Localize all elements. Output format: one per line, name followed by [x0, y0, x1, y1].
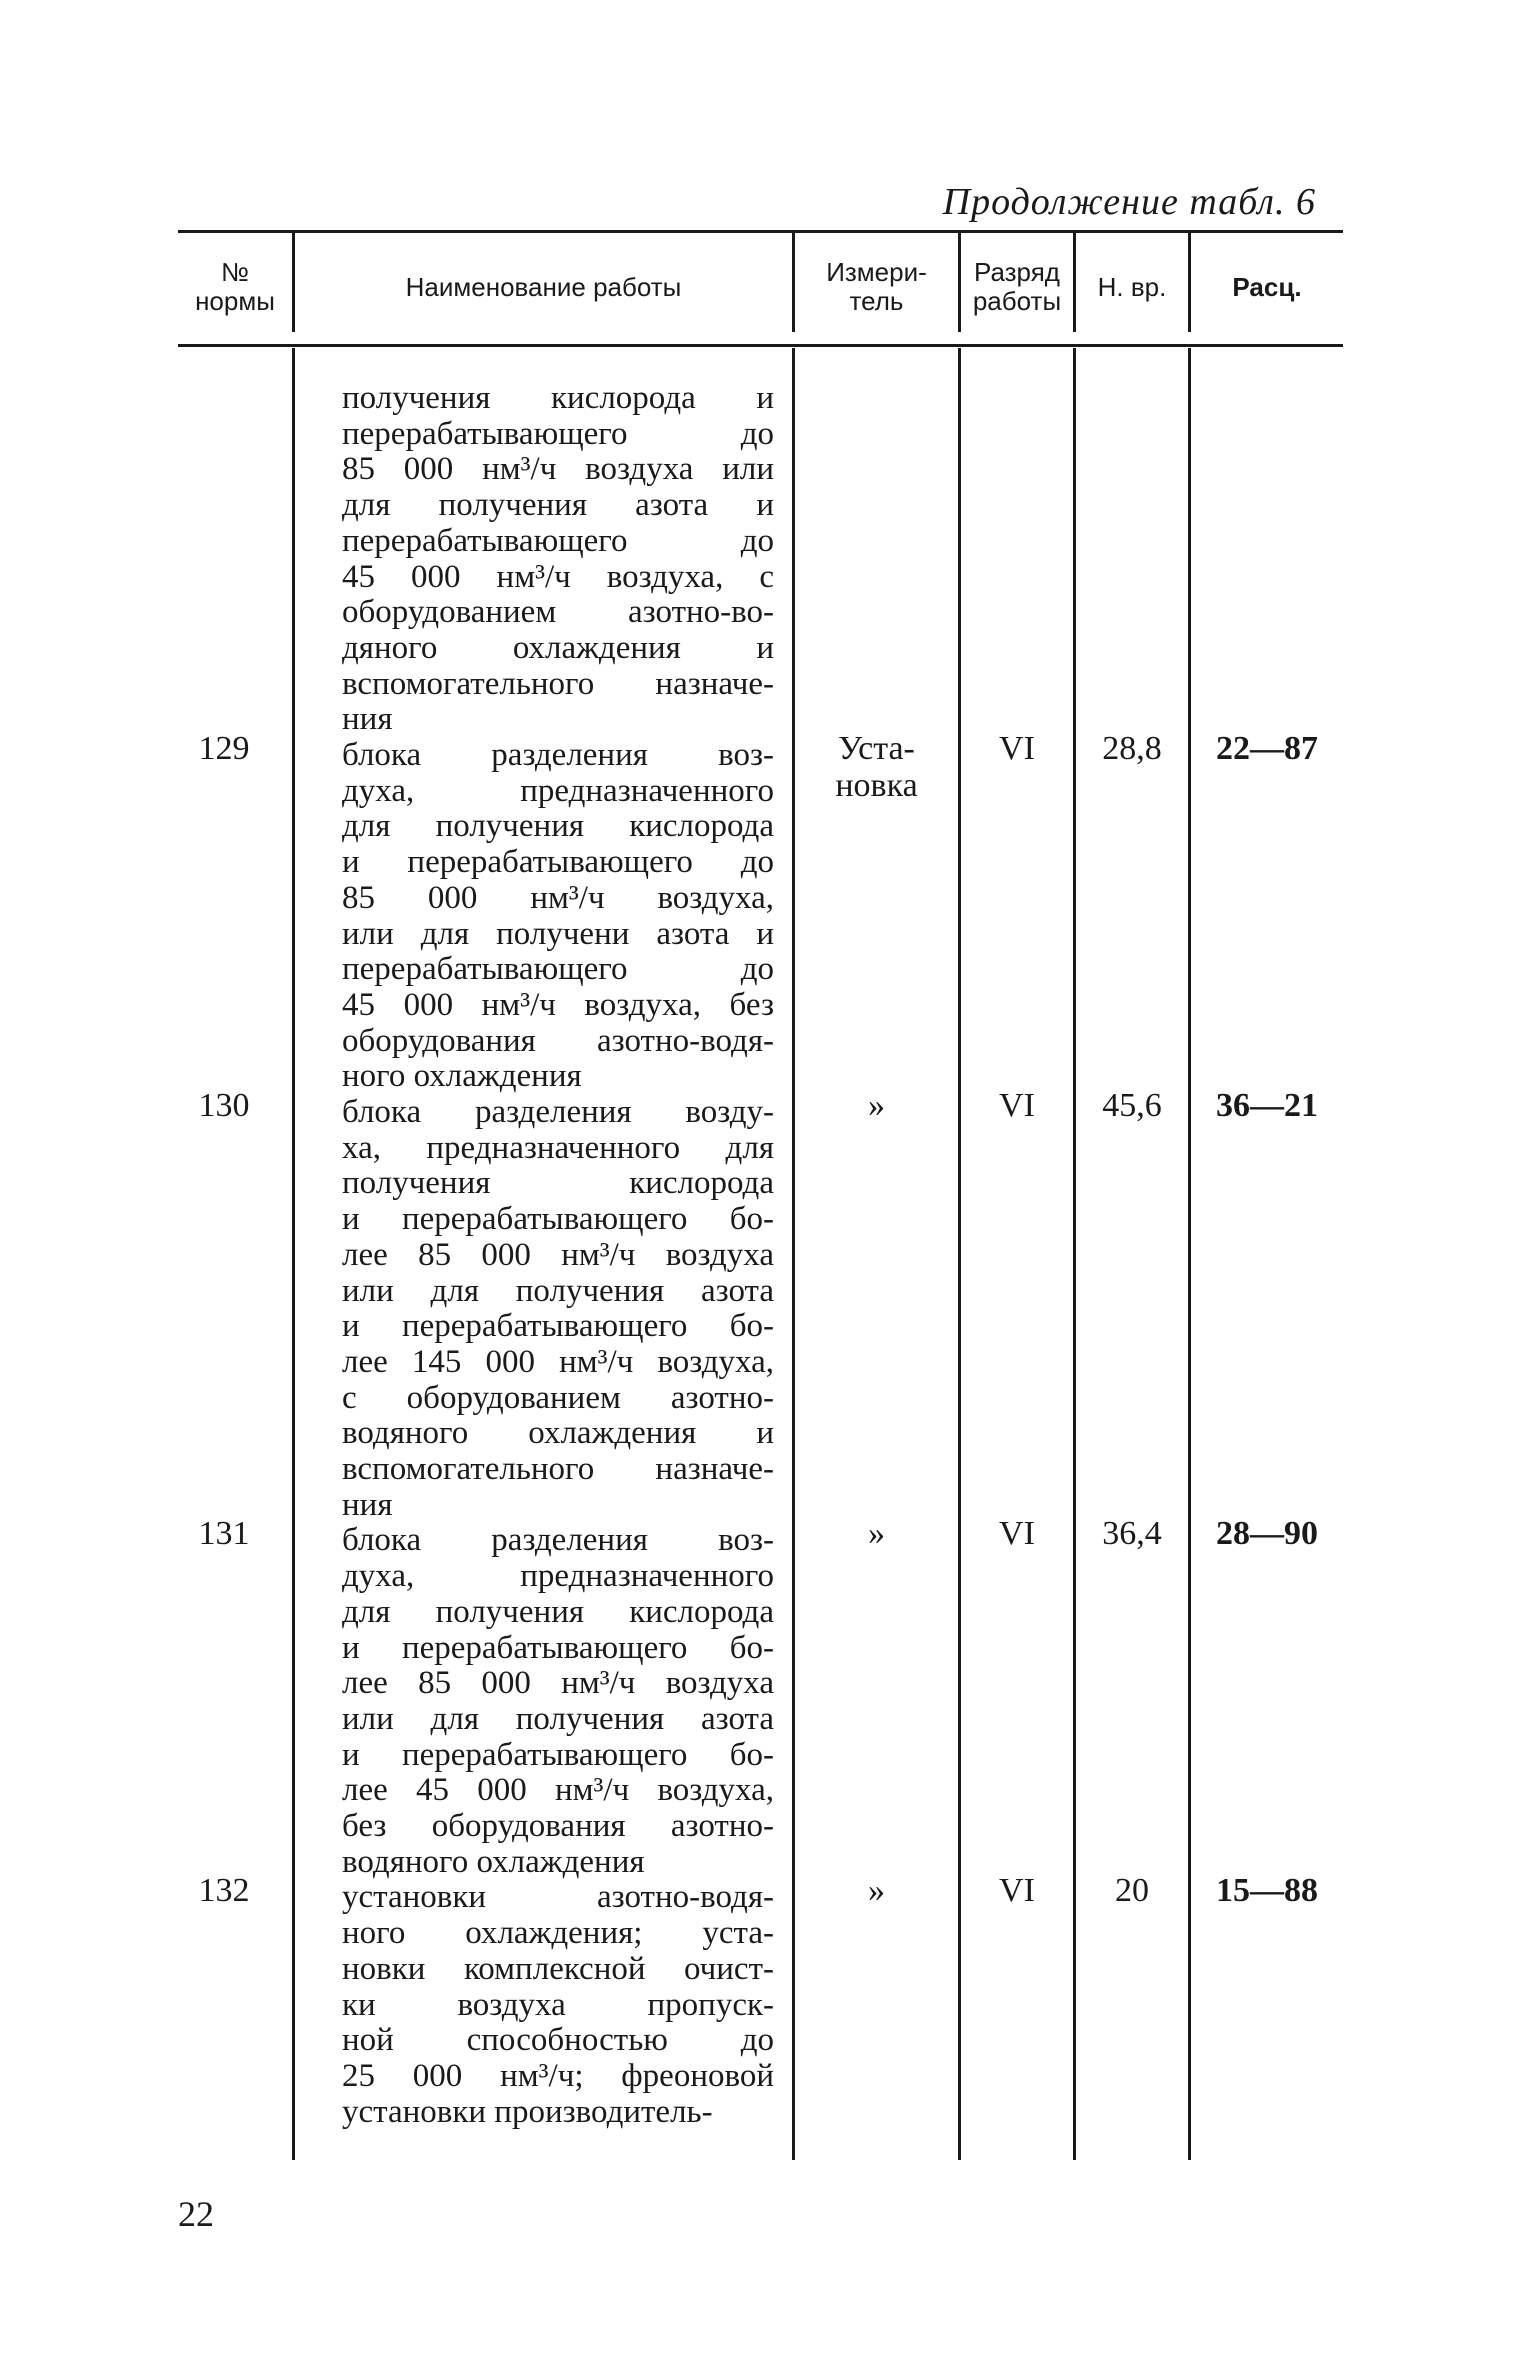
- grade-cell: VI: [999, 1872, 1035, 1910]
- work-description-line: ной способностью до: [342, 2022, 774, 2059]
- work-description-line: новки комплексной очист-: [342, 1950, 774, 1987]
- work-description-line: и перерабатывающего до: [342, 844, 774, 881]
- work-description-line: установки производитель-: [342, 2093, 713, 2130]
- work-description-line: 85 000 нм³/ч воздуха,: [342, 879, 774, 916]
- unit-cell: [795, 1872, 958, 1909]
- work-description-line: лее 85 000 нм³/ч воздуха: [342, 1665, 774, 1702]
- work-description-line: или для получени азота и: [342, 915, 774, 952]
- table-caption: Продолжение табл. 6: [942, 181, 1316, 223]
- work-description-line: и перерабатывающего бо-: [342, 1629, 774, 1666]
- work-description-line: или для получения азота: [342, 1700, 774, 1737]
- work-description-line: без оборудования азотно-: [342, 1808, 774, 1845]
- grade-cell: VI: [999, 1515, 1035, 1553]
- grade-cell: VI: [999, 1087, 1035, 1124]
- work-description: [342, 1880, 774, 2130]
- header-unit: Измери- тель: [826, 257, 927, 316]
- unit-cell: [795, 1515, 958, 1552]
- work-description-line: ха, предназначенного для: [342, 1129, 774, 1166]
- work-description-line: получения кислорода: [342, 1165, 774, 1202]
- work-description-line: лее 85 000 нм³/ч воздуха: [342, 1236, 774, 1273]
- work-description-line: блока разделения воз-: [342, 737, 774, 773]
- work-description-line: ния: [342, 701, 393, 738]
- unit-line: Уста-: [838, 730, 915, 767]
- work-description-line: с оборудованием азотно-: [342, 1379, 774, 1416]
- work-description-line: вспомогательного назначе-: [342, 665, 774, 702]
- work-description-line: для получения кислорода: [342, 808, 774, 845]
- work-description-line: 45 000 нм³/ч воздуха, без: [342, 986, 774, 1023]
- work-description-line: ного охлаждения: [342, 1058, 582, 1095]
- time-norm-cell: 20: [1115, 1872, 1149, 1910]
- work-description-line: блока разделения возду-: [342, 1094, 774, 1130]
- work-description-line: 45 000 нм³/ч воздуха, с: [342, 558, 774, 595]
- work-description-line: для получения кислорода: [342, 1593, 774, 1630]
- norm-number: 130: [198, 1087, 250, 1124]
- header-work-name: Наименование работы: [405, 271, 682, 302]
- work-description-line: оборудованием азотно-во-: [342, 594, 774, 631]
- header-norm: № нормы: [195, 257, 275, 316]
- header-grade: Разряд работы: [972, 257, 1062, 316]
- work-description-line: 85 000 нм³/ч воздуха или: [342, 451, 774, 488]
- work-description-line: перерабатывающего до: [342, 522, 774, 559]
- work-description-line: для получения азота и: [342, 487, 774, 524]
- grade-cell: VI: [999, 730, 1035, 767]
- rate-cell: 28—90: [1216, 1515, 1318, 1553]
- work-description-line: духа, предназначенного: [342, 1558, 774, 1595]
- unit-line: »: [868, 1087, 885, 1124]
- work-description-line: вспомогательного назначе-: [342, 1451, 774, 1488]
- work-description-line: ного охлаждения; уста-: [342, 1915, 774, 1952]
- work-description-line: перерабатывающего до: [342, 951, 774, 988]
- time-norm-cell: 28,8: [1102, 730, 1162, 767]
- rate-cell: 36—21: [1216, 1087, 1318, 1124]
- rate-cell: 15—88: [1216, 1872, 1318, 1910]
- work-description-line: блока разделения воз-: [342, 1522, 774, 1559]
- unit-cell: [795, 1087, 958, 1124]
- work-description-line: лее 145 000 нм³/ч воздуха,: [342, 1343, 774, 1380]
- norm-number: 129: [198, 730, 250, 767]
- header-time: Н. вр.: [1097, 271, 1167, 302]
- header-bottom-rule: [178, 344, 1343, 347]
- work-description-line: оборудования азотно-водя-: [342, 1022, 774, 1059]
- work-description-line: и перерабатывающего бо-: [342, 1308, 774, 1345]
- work-description-line: ния: [342, 1486, 393, 1523]
- rate-cell: 22—87: [1216, 730, 1318, 767]
- unit-line: »: [868, 1515, 885, 1553]
- work-description-line: перерабатывающего до: [342, 415, 774, 452]
- work-description: [342, 1095, 774, 1523]
- work-description-line: ки воздуха пропуск-: [342, 1986, 774, 2023]
- unit-line: »: [868, 1872, 885, 1910]
- work-description-line: установки азотно-водя-: [342, 1879, 774, 1916]
- work-description-line: лее 45 000 нм³/ч воздуха,: [342, 1772, 774, 1809]
- unit-line: новка: [835, 767, 918, 804]
- work-description: [342, 381, 774, 738]
- norm-number: 131: [198, 1515, 250, 1553]
- header-rate: Расц.: [1232, 271, 1302, 302]
- unit-cell: [795, 730, 958, 804]
- work-description-line: или для получения азота: [342, 1272, 774, 1309]
- norm-number: 132: [198, 1872, 250, 1910]
- work-description-line: дяного охлаждения и: [342, 629, 774, 666]
- page-number: 22: [178, 2194, 214, 2234]
- time-norm-cell: 36,4: [1102, 1515, 1162, 1553]
- work-description: [342, 1523, 774, 1880]
- work-description-line: духа, предназначенного: [342, 772, 774, 809]
- work-description-line: водяного охлаждения: [342, 1843, 645, 1880]
- work-description-line: 25 000 нм³/ч; фреоновой: [342, 2057, 774, 2094]
- work-description-line: и перерабатывающего бо-: [342, 1201, 774, 1238]
- work-description: [342, 738, 774, 1095]
- time-norm-cell: 45,6: [1102, 1087, 1162, 1124]
- work-description-line: и перерабатывающего бо-: [342, 1736, 774, 1773]
- work-description-line: водяного охлаждения и: [342, 1415, 774, 1452]
- work-description-line: получения кислорода и: [342, 380, 774, 416]
